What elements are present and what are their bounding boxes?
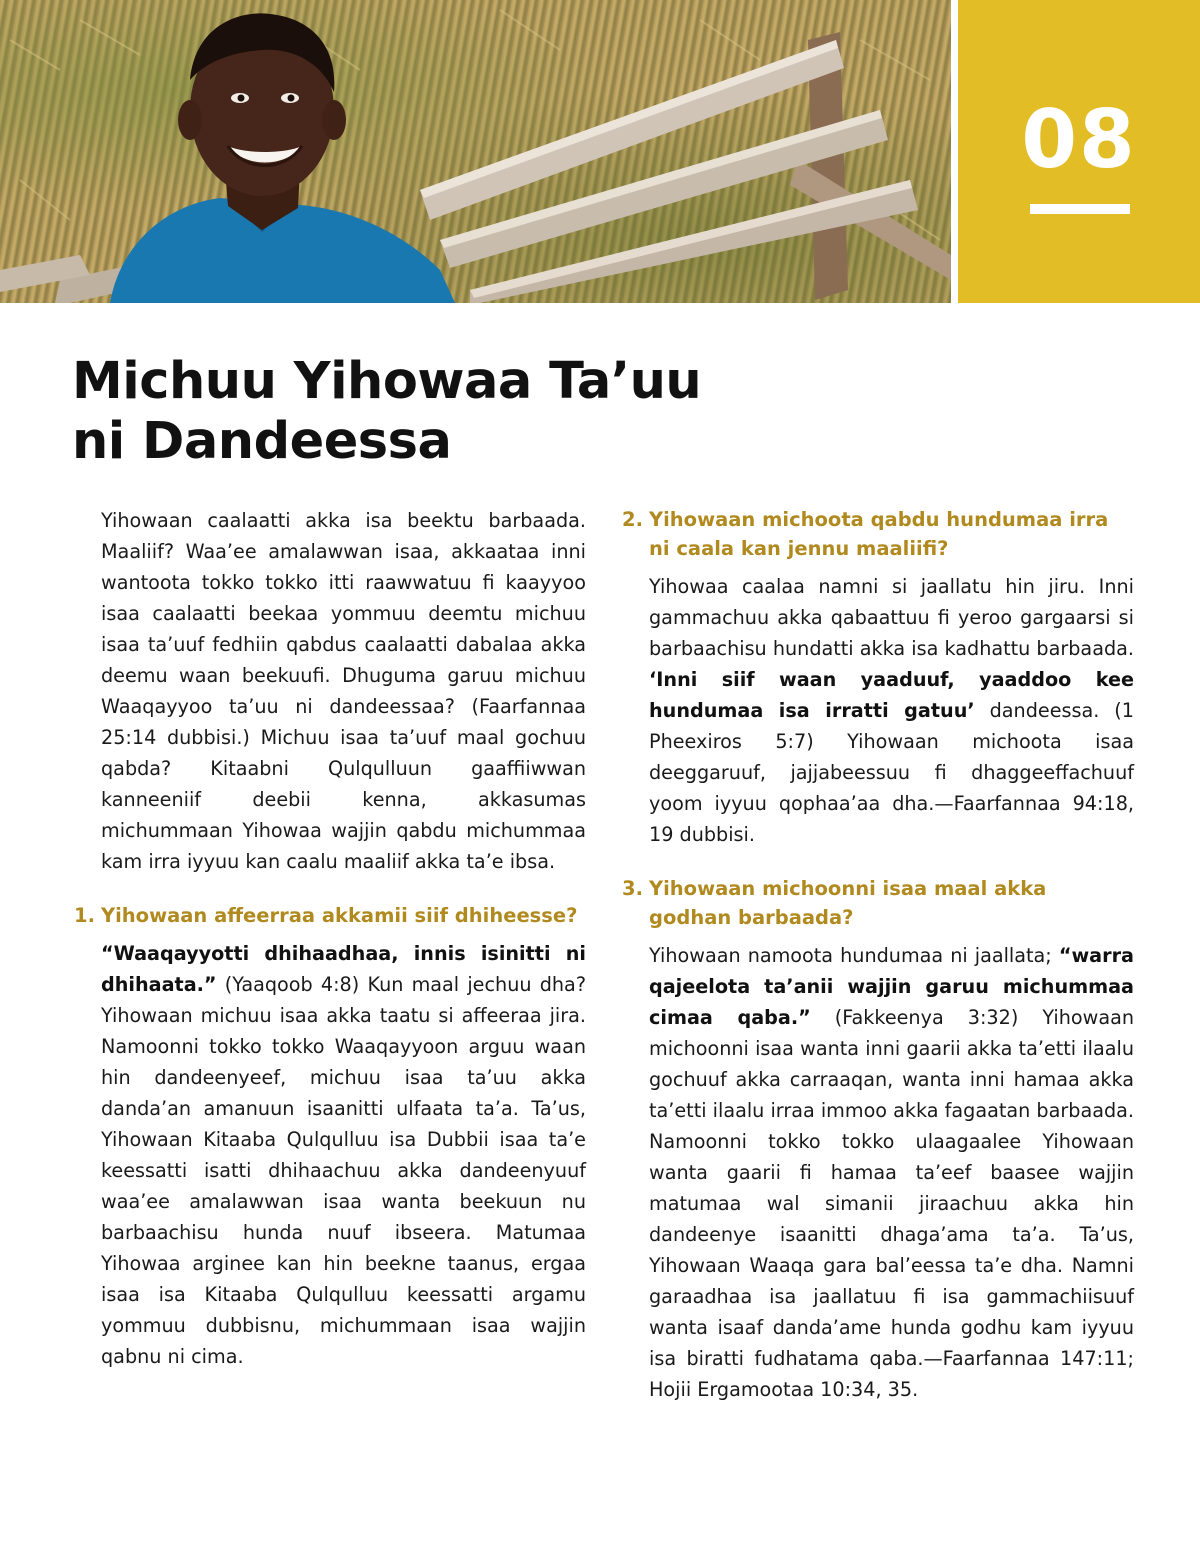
question-2-number: 2. (622, 508, 643, 531)
left-column (74, 505, 586, 1372)
question-3-answer-text: (Fakkeenya 3:32) Yihowaan michoonni isaa wanta inni gaarii akka ta’etti ilaalu gochuuf akka carraaqan, wanta inni hamaa akka ta’etti ilaalu irraa immoo akka fagaatan barbaada. Namoonni tokko tokko ulaagaalee Yihowaan wanta gaarii fi hamaa ta’eef baasee wajjin matumaa wal simanii jiraachuu akka hin dandeenye isaanitti dhaga’ama ta’a. Ta’us, Yihowaan Waaqa gara bal’eessa ta’e dha. Namni garaadhaa isa jaallatuu fi isa gammachiisuuf wanta isaaf danda’ame hunda godhu kam iyyuu isa biratti fudhatama qaba.—Faarfannaa 147:11; Hojii Ergamootaa 10:34, 35. (649, 1006, 1134, 1401)
question-3-text: Yihowaan michoonni isaa maal akka godhan barbaada? (649, 877, 1047, 929)
question-1-answer-bold: “Waaqayyotti dhihaadhaa, innis isinitti ni dhihaata.” (101, 942, 586, 996)
question-2-answer-pre: Yihowaa caalaa namni si jaallatu hin jiru. Inni gammachuu akka qabaattuu fi yeroo gargaarsi si barbaachisu hundatti akka isa kadhattu barbaada. (649, 575, 1134, 660)
chapter-number: 08 (1021, 93, 1137, 186)
question-2-answer-bold: ‘Inni siif waan yaaduuf, yaaddoo kee hundumaa isa irratti gatuu’ (649, 668, 1134, 722)
question-1-answer-text: (Yaaqoob 4:8) Kun maal jechuu dha? Yihowaan michuu isaa akka taatu si affeeraa jira. Namoonni tokko tokko Waaqayyoon arguu waan hin dandeenyeef, michuu isaa ta’uu akka danda’an amanuun isaanitti ulfaata ta’a. Ta’us, Yihowaan Kitaaba Qulqulluu isa Dubbii isaa ta’e keessatti isatti dhihaachuu akka dandeenyuuf waa’ee amalawwan isaa wanta beekuun nu barbaachisu hunda nuuf ibseera. Matumaa Yihowaa arginee kan hin beekne taanus, ergaa isaa isa Kitaaba Qulqulluu keessatti argamu yommuu dubbisnu, michummaan isaa wajjin qabnu ni cima. (101, 973, 586, 1368)
right-column (622, 505, 1134, 1405)
question-3-heading (622, 874, 1134, 932)
question-2-answer-text: dandeessa. (1 Pheexiros 5:7) Yihowaan michoota isaa deeggaruuf, jajjabeessuu fi dhaggeeffachuuf yoom iyyuu qophaa’aa dha.—Faarfannaa 94:18, 19 dubbisi. (649, 699, 1134, 846)
question-2-text: Yihowaan michoota qabdu hundumaa irra ni caala kan jennu maaliifi? (649, 508, 1109, 560)
question-3-answer-bold: “warra qajeelota ta’anii wajjin garuu michummaa cimaa qaba.” (649, 944, 1134, 1029)
question-2-heading (622, 505, 1134, 563)
question-3-answer-pre: Yihowaan namoota hundumaa ni jaallata; (649, 944, 1059, 967)
chapter-badge (958, 0, 1200, 303)
question-3-answer (622, 940, 1134, 1405)
question-1-number: 1. (74, 904, 95, 927)
header-photo-illustration (0, 0, 951, 303)
page-title (72, 352, 772, 472)
intro-paragraph: Yihowaan caalaatti akka isa beektu barbaada. Maaliif? Waa’ee amalawwan isaa, akkaataa inni wantoota tokko tokko itti raawwatuu fi kaayyoo isaa caalaatti beekaa yommuu deemtu michuu isaa ta’uuf fedhiin qabdus caalaatti dabalaa akka deemu waan beekuufi. Dhuguma garuu michuu Waaqayyoo ta’uu ni dandeessaa? (Faarfannaa 25:14 dubbisi.) Michuu isaa ta’uuf maal gochuu qabda? Kitaabni Qulqulluun gaaffiiwwan kanneeniif deebii kenna, akkasumas michummaan Yihowaa wajjin qabdu michummaa kam irra iyyuu kan caalu maaliif akka ta’e ibsa. (101, 509, 586, 873)
chapter-underline (1030, 204, 1130, 214)
question-1-text: Yihowaan affeerraa akkamii siif dhiheesse? (101, 904, 578, 927)
question-1-answer (74, 938, 586, 1372)
header-photo (0, 0, 951, 303)
page-title-line-2: ni Dandeessa (72, 412, 452, 471)
question-2-answer (622, 571, 1134, 850)
question-1-heading (74, 901, 586, 930)
question-3-number: 3. (622, 877, 643, 900)
page-title-line-1: Michuu Yihowaa Ta’uu (72, 352, 702, 411)
